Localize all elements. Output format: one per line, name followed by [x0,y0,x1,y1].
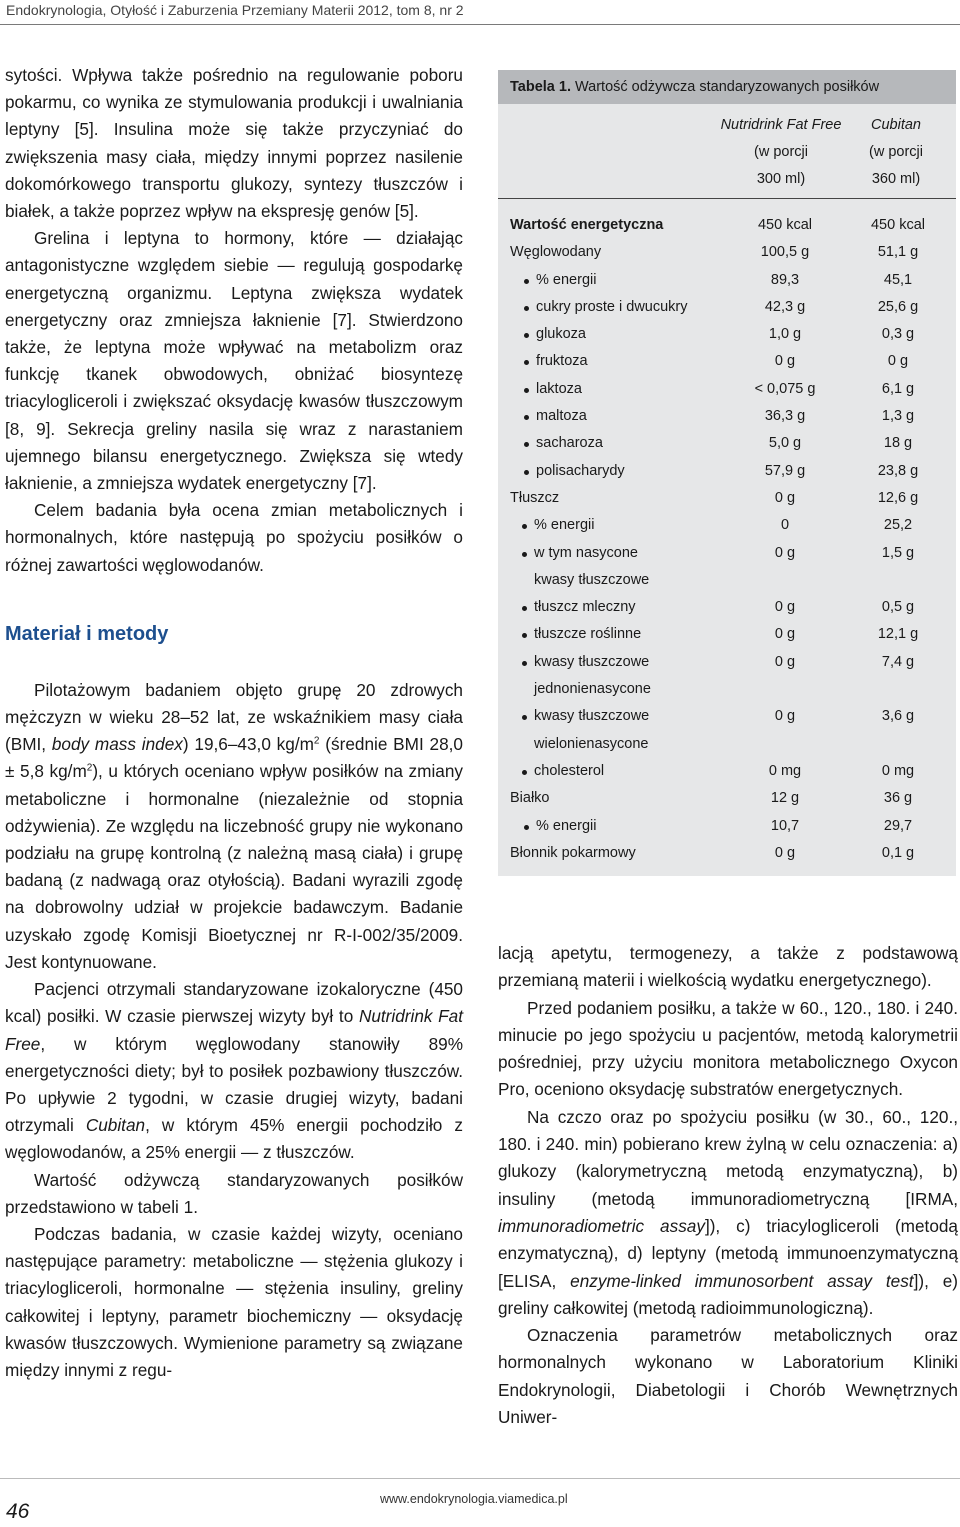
paragraph-table-ref: Wartość odżywczą standaryzowanych posiłków przedstawiono w tabeli 1. [5,1169,463,1217]
table-row: kwasy tłuszczowe [534,571,650,588]
paragraph-calorimetry: Przed podaniem posiłku, a także w 60., 120., 180. i 240. minucie po jego spożyciu u pacjentów, metodą kalorymetrii pośredniej, przy użyciu monitora metabolicznego Oxycon Pro, oceniono oksydację substratów energetycznych. [498,997,958,1100]
table-row: fruktoza 0 g 0 g [498,348,956,375]
paragraph-ghrelin-leptin: Grelina i leptyna to hormony, które — działając antagonistyczne względem siebie — regulują gospodarkę energetyczną organizmu. Leptyna zwiększa wydatek energetyczny oraz zmniejsza łaknienie [7]. Stwierdzono także, że leptyna może wpływać na metabolizm oraz funkcję tkanek obwodowych, obniżać biosyntezę triacylogliceroli i zwiększać oksydację kwasów tłuszczowym [8, 9]. Sekrecja greliny nasila się wraz z narastaniem ujemnego bilansu energetycznego. Zwiększa się wtedy łaknienie, a zmniejsza wydatek energetyczny [7]. [5,228,463,494]
nutrition-table [498,70,956,876]
table-row: tłuszcz mleczny 0 g 0,5 g [498,594,956,621]
table-row: cukry proste i dwucukry 42,3 g 25,6 g [498,294,956,321]
column-header-nutridrink: Nutridrink Fat Free (w porcji 300 ml) [720,117,842,187]
table-row: laktoza < 0,075 g 6,1 g [498,376,956,403]
paragraph-regulation: lacją apetytu, termogenezy, a także z podstawową przemianą materii i wielkością wydatku energetycznego). [498,943,958,991]
column-header-cubitan: Cubitan (w porcji 360 ml) [869,117,923,187]
footer-url: www.endokrynologia.viamedica.pl [380,1492,568,1506]
table-row: Białko 12 g 36 g [510,790,913,807]
table-row: % energii 10,7 29,7 [498,813,956,840]
table-row: wielonienasycone [534,735,649,752]
right-column [498,940,958,1431]
table-row: kwasy tłuszczowe 0 g 3,6 g [498,703,956,730]
table-title: Wartość odżywcza standaryzowanych posiłków [575,79,880,95]
paragraph-parameters: Podczas badania, w czasie każdej wizyty, oceniano następujące parametry: metaboliczne — stężenia glukozy i triacylogliceroli, hormonalne — stężenia insuliny, greliny całkowitej i leptyny, parametr biochemiczny — oksydację kwasów tłuszczowych. Wymienione parametry są związane między innymi z regu- [5,1223,463,1380]
table-caption [498,70,956,104]
table-row: cholesterol 0 mg 0 mg [498,758,956,785]
table-rows [498,212,956,867]
paragraph-blood-sampling: Na czczo oraz po spożyciu posiłku (w 30., 60., 120., 180. i 240. min) pobierano krew żylną w celu oznaczenia: a) glukozy (kalorymetryczną metodą enzymatyczną), b) insuliny (metodą immunoradiometryczną [IRMA, immunoradiometric assay]), c) triacylogliceroli (metodą enzymatyczną), d) leptyny (metodą immunoenzymatyczną [ELISA, enzyme-linked immunosorbent assay test]), e) greliny całkowitej (metodą radioimmunologiczną). [498,1106,958,1318]
page-number: 46 [6,1500,30,1523]
table-row: polisacharydy 57,9 g 23,8 g [498,458,956,485]
table-row: tłuszcze roślinne 0 g 12,1 g [498,621,956,648]
table-row: % energii 0 25,2 [498,512,956,539]
table-row: Tłuszcz 0 g 12,6 g [510,489,919,506]
footer-rule [0,1478,960,1479]
table-number: Tabela 1. [510,79,571,95]
table-row: jednonienasycone [534,681,651,698]
table-row: Błonnik pokarmowy 0 g 0,1 g [510,844,915,861]
paragraph-study-group: Pilotażowym badaniem objęto grupę 20 zdrowych mężczyzn w wieku 28–52 lat, ze wskaźnikiem masy ciała (BMI, body mass index) 19,6–43,0 $kg/m^2$ (średnie BMI 28,0 ± 5,8 $kg/m^2$), u których oceniano wpływ posiłków na zmiany metaboliczne i hormonalne (niezależnie od stopnia odżywienia). Ze względu na liczebność grupy nie wykonano podziału na grupę kontrolną (z należną masą ciała) i grupę badaną (z nadwagą oraz otyłością). Badani wyrazili zgodę na dobrowolny udział w projekcie badawczym. Badanie uzyskało zgodę Komisji Bioetycznej nr R-I-002/35/2009. Jest kontynuowane. [5,679,463,972]
table-row: glukoza 1,0 g 0,3 g [498,321,956,348]
left-column [5,62,463,1384]
table-row: kwasy tłuszczowe 0 g 7,4 g [498,649,956,676]
table-row: maltoza 36,3 g 1,3 g [498,403,956,430]
paragraph-aim: Celem badania była ocena zmian metabolicznych i hormonalnych, które następują po spożyciu posiłków o różnej zawartości węglowodanów. [5,500,463,575]
paragraph-insulin: sytości. Wpływa także pośrednio na regulowanie poboru pokarmu, co wynika ze stymulowania produkcji i uwalniania leptyny [5]. Insulina może się także przyczyniać do zwiększenia masy ciała, między innymi poprzez nasilenie dokomórkowego transportu glukozy, syntezy tłuszczów i białek, a także poprzez wpływ na ekspresję genów [5]. [5,65,463,222]
table-row: sacharoza 5,0 g 18 g [498,430,956,457]
table-row: Wartość energetyczna 450 kcal 450 kcal [510,217,925,233]
paragraph-laboratory: Oznaczenia parametrów metabolicznych oraz hormonalnych wykonano w Laboratorium Kliniki Endokrynologii, Diabetologii i Chorób Wewnętrznych Uniwer- [498,1325,958,1428]
table-row: % energii 89,3 45,1 [498,267,956,294]
table-row: Węglowodany 100,5 g 51,1 g [510,244,919,261]
paragraph-meals: Pacjenci otrzymali standaryzowane izokaloryczne (450 kcal) posiłki. W czasie pierwszej wizyty był to Nutridrink Fat Free, w którym węglowodany stanowiły 89% energetyczności diety; był to posiłek pozbawiony tłuszczów. Po upływie 2 tygodni, w czasie drugiej wizyty, badani otrzymali Cubitan, w którym 45% energii pochodziło z węglowodanów, a 25% energii — z tłuszczów. [5,979,463,1163]
section-heading-methods: Materiał i metody [5,622,169,645]
table-header-rule [498,198,956,199]
running-header [0,0,960,25]
journal-title: Endokrynologia, Otyłość i Zaburzenia Przemiany Materii 2012, tom 8, nr 2 [6,2,464,18]
table-row: w tym nasycone 0 g 1,5 g [498,540,956,567]
